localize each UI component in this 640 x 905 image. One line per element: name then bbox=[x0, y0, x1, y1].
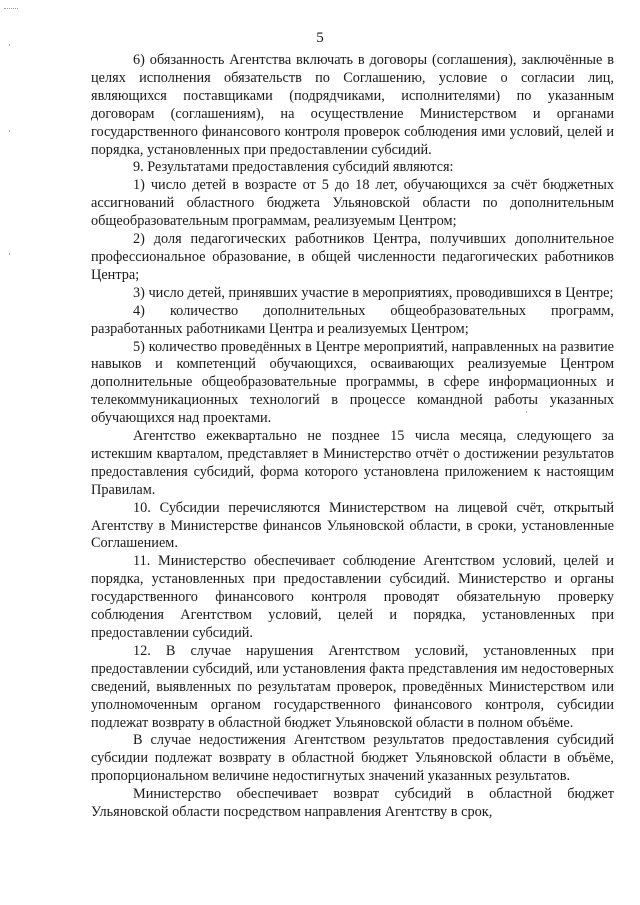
paragraph-quarterly-report: Агентство ежеквартально не позднее 15 числа месяца, следующего за истекшим кварталом, представляет в Министерство отчёт о достижении результатов предоставления субсидий, форма которого установлена приложением к настоящим Правилам. bbox=[91, 428, 614, 498]
scan-artifact bbox=[4, 8, 18, 9]
paragraph-results-heading: 9. Результатами предоставления субсидий являются: bbox=[133, 159, 454, 176]
paragraph-result-1: 1) число детей в возрасте от 5 до 18 лет, обучающихся за счёт бюджетных ассигнований областного бюджета Ульяновской области по дополнительным общеобразовательным программам, реализуемым Центром; bbox=[91, 177, 614, 230]
paragraph-refund: Министерство обеспечивает возврат субсидий в областной бюджет Ульяновской области посредством направления Агентству в срок, bbox=[91, 786, 614, 821]
paragraph-result-5: 5) количество проведённых в Центре мероприятий, направленных на развитие навыков и компетенций обучающихся, осваивающих реализуемые Центром дополнительные общеобразовательные программы, в сфере информационных и телекоммуникационных технологий в процессе командной работы указанных обучающихся над проектами. bbox=[91, 338, 614, 427]
paragraph-10-transfer: 10. Субсидии перечисляются Министерством на лицевой счёт, открытый Агентству в Министерстве финансов Ульяновской области, в сроки, установленные Соглашением. bbox=[91, 499, 614, 552]
paragraph-result-3: 3) число детей, принявших участие в мероприятиях, проводившихся в Центре; bbox=[133, 284, 614, 301]
paragraph-obligation-contracts: 6) обязанность Агентства включать в договоры (соглашения), заключённые в целях исполнения обязательств по Соглашению, условие о согласии лиц, являющихся поставщиками (подрядчиками, исполнителями) по указанным договорам (соглашениям), на осуществление Министерством и органами государственного финансового контроля проверок соблюдения ими условий, целей и порядка, установленных при предоставлении субсидий. bbox=[91, 52, 614, 158]
paragraph-non-achievement: В случае недостижения Агентством результатов предоставления субсидий субсидии подлежат возврату в областной бюджет Ульяновской области в объёме, пропорциональном величине недостигнутых значений указанных результатов. bbox=[91, 732, 614, 785]
paragraph-12-violation: 12. В случае нарушения Агентством условий, установленных при предоставлении субсидий, или установления факта представления им недостоверных сведений, выявленных по результатам проверок, проведённых Министерством или уполномоченным органом государственного финансового контроля, субсидии подлежат возврату в областной бюджет Ульяновской области в полном объёме. bbox=[91, 642, 614, 731]
paragraph-11-control: 11. Министерство обеспечивает соблюдение Агентством условий, целей и порядка, установленных при предоставлении субсидий. Министерство и органы государственного финансового контроля проводят обязательную проверку соблюдения Агентством условий, целей и порядка, установленных при предоставлении субсидий. bbox=[91, 553, 614, 641]
paragraph-result-4: 4) количество дополнительных общеобразовательных программ, разработанных работниками Центра и реализуемых Центром; bbox=[91, 302, 614, 337]
page-number: 5 bbox=[316, 30, 324, 46]
scan-artifact bbox=[9, 253, 10, 255]
paragraph-result-2: 2) доля педагогических работников Центра, получивших дополнительное профессиональное образование, в общей численности педагогических работников Центра; bbox=[91, 231, 614, 283]
scan-artifact bbox=[9, 130, 10, 132]
document-body bbox=[91, 52, 614, 822]
